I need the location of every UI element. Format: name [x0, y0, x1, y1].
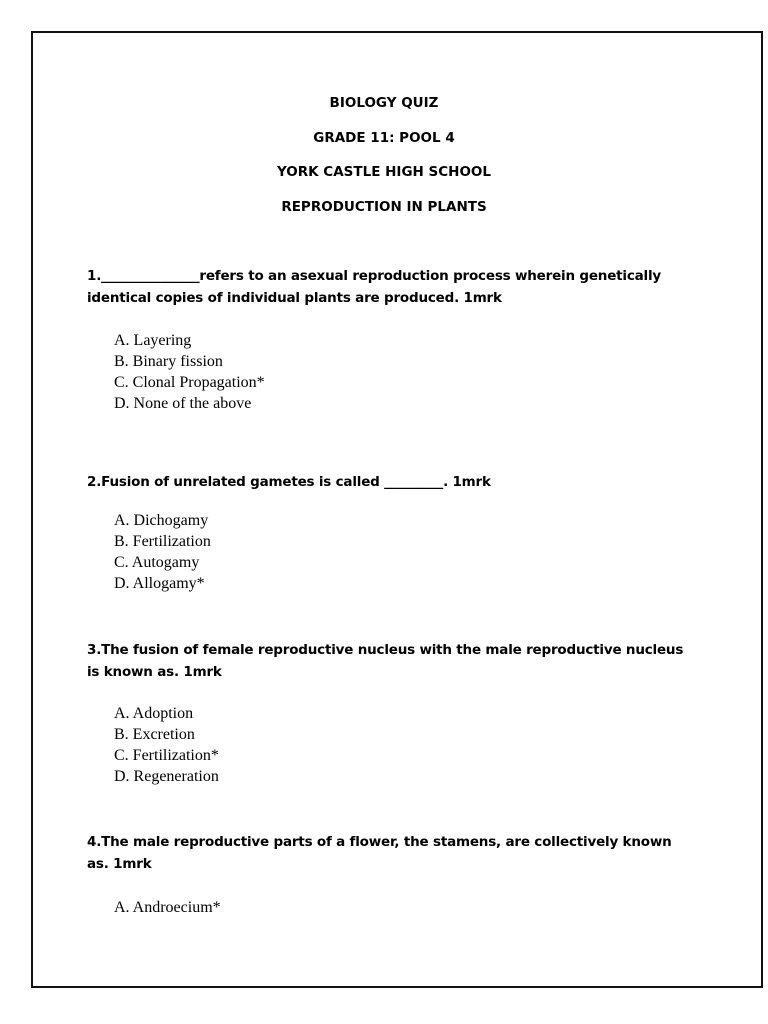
option: A. Dichogamy: [114, 512, 209, 529]
question-4-line-2: as. 1mrk: [87, 856, 152, 872]
option: B. Binary fission: [114, 353, 223, 370]
school-name: YORK CASTLE HIGH SCHOOL: [276, 164, 492, 180]
option: D. Allogamy*: [114, 575, 205, 592]
option: B. Excretion: [114, 726, 195, 743]
option: C. Clonal Propagation*: [114, 374, 265, 391]
question-3-line-1: 3.The fusion of female reproductive nucleus with the male reproductive nucleus: [87, 642, 684, 658]
question-3: [87, 639, 687, 683]
question-1-options: [114, 330, 265, 414]
question-1: [87, 265, 687, 309]
question-2: [87, 471, 687, 493]
option: D. Regeneration: [114, 768, 219, 785]
topic-title: REPRODUCTION IN PLANTS: [281, 199, 487, 215]
option: A. Layering: [114, 332, 192, 349]
option: D. None of the above: [114, 395, 252, 412]
question-3-line-2: is known as. 1mrk: [87, 664, 222, 680]
option: A. Androecium*: [114, 899, 221, 916]
question-1-line-2: identical copies of individual plants are produced. 1mrk: [87, 290, 502, 306]
quiz-title: BIOLOGY QUIZ: [329, 95, 439, 111]
grade-pool: GRADE 11: POOL 4: [313, 130, 455, 146]
question-3-options: [114, 703, 219, 787]
question-1-line-1: 1._______________refers to an asexual reproduction process wherein genetically: [87, 268, 662, 284]
question-4: [87, 831, 687, 875]
question-4-line-1: 4.The male reproductive parts of a flower, the stamens, are collectively known: [87, 834, 672, 850]
question-2-line-1: 2.Fusion of unrelated gametes is called _________. 1mrk: [87, 474, 491, 490]
option: C. Fertilization*: [114, 747, 219, 764]
question-4-options: [114, 897, 221, 918]
option: B. Fertilization: [114, 533, 211, 550]
option: A. Adoption: [114, 705, 194, 722]
question-2-options: [114, 510, 211, 594]
option: C. Autogamy: [114, 554, 200, 571]
